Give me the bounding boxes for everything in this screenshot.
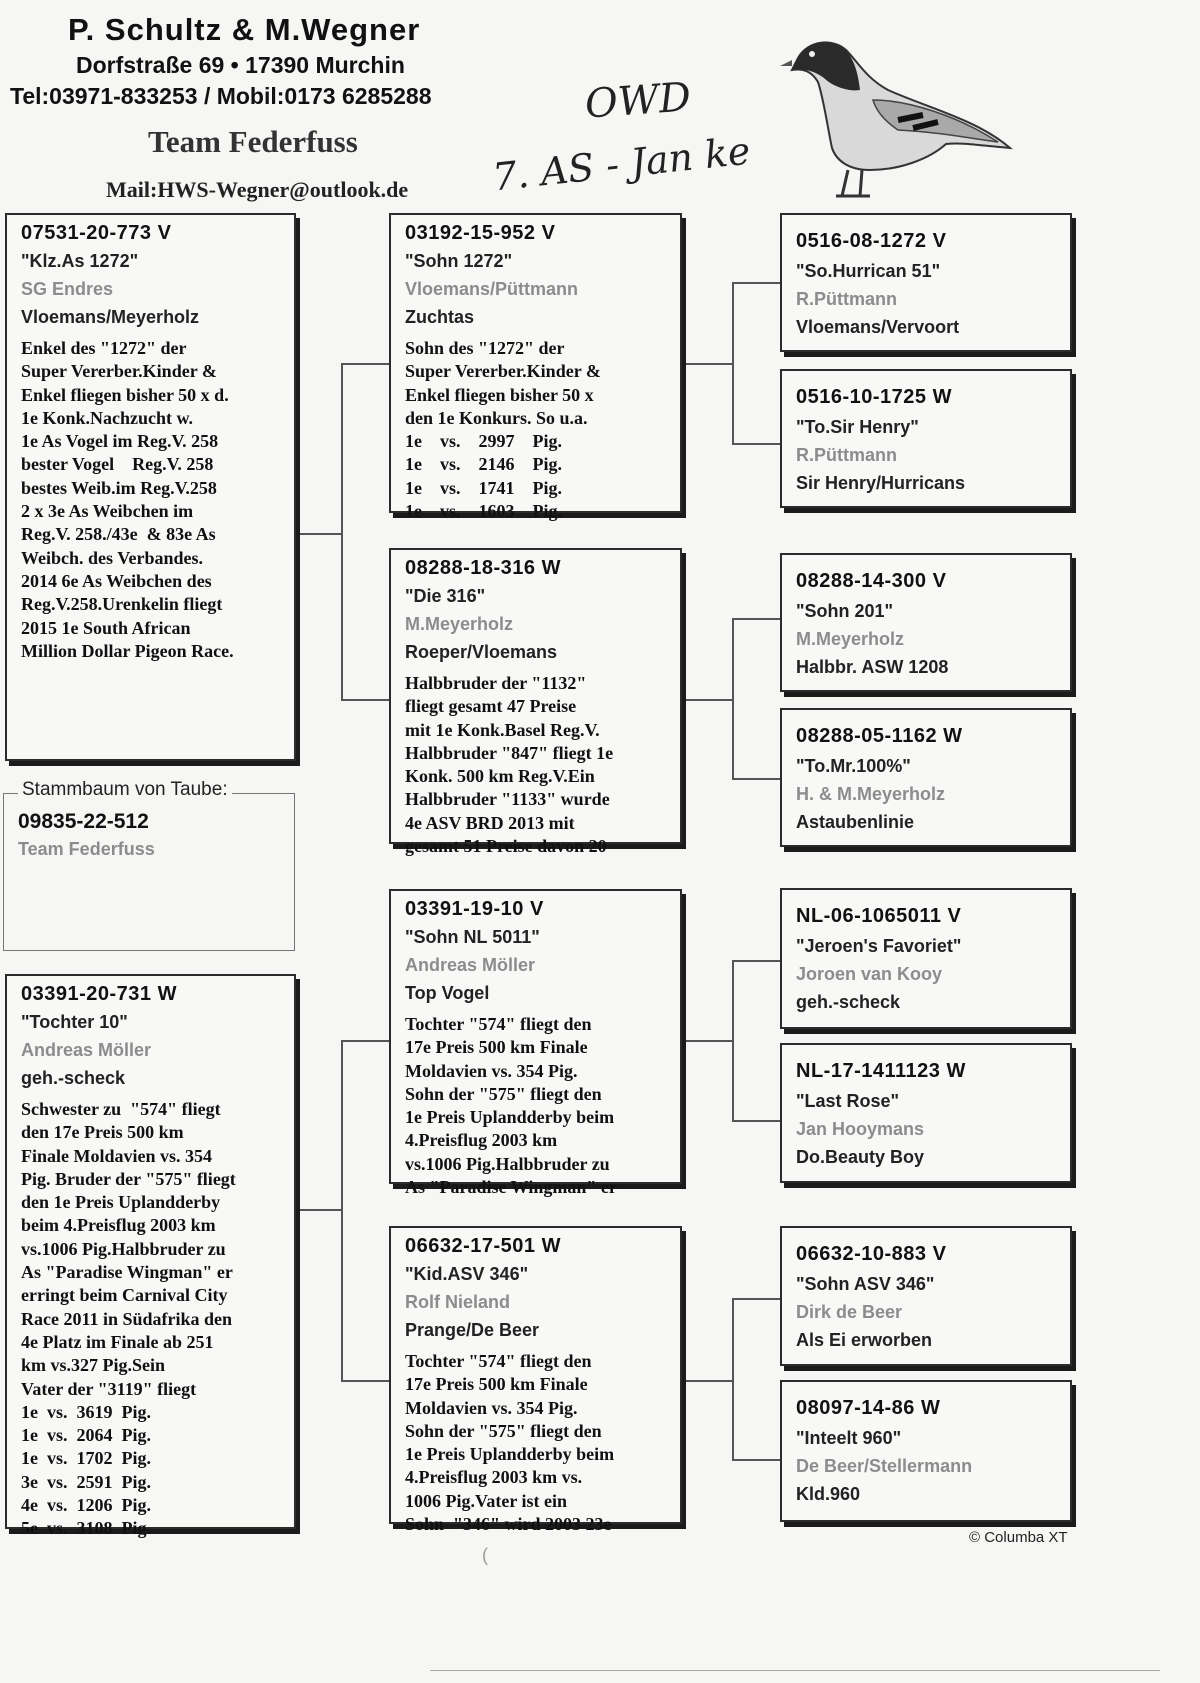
performance-description: Halbbruder der "1132" fliegt gesamt 47 Preise mit 1e Konk.Basel Reg.V. Halbbruder "847" fliegt 1e Konk. 500 km Reg.V.Ein Halbbruder "1133" wurde 4e ASV BRD 2013 mit gesamt 51 Preise davon 20 bbox=[405, 673, 614, 857]
pigeon-icon bbox=[778, 20, 1018, 200]
pigeon-name: "So.Hurrican 51" bbox=[796, 261, 941, 281]
pigeon-name: "To.Sir Henry" bbox=[796, 417, 919, 437]
subject-box bbox=[3, 779, 295, 951]
subject-title: Stammbaum von Taube: bbox=[18, 779, 232, 801]
breeder: Andreas Möller bbox=[21, 1040, 152, 1060]
performance-description: Enkel des "1272" der Super Vererber.Kinder & Enkel fliegen bisher 50 x d. 1e Konk.Nachzucht w. 1e As Vogel im Reg.V. 258 bester Vogel Reg.V. 258 bestes Weib.im Reg.V.258 2 x 3e As Weibchen im Reg.V. 258./43e & 83e As Weibch. des Verbandes. 2014 6e As Weibchen des Reg.V.258.Urenkelin fliegt 2015 1e South African Million Dollar Pigeon Race. bbox=[21, 338, 234, 661]
bloodline: Astaubenlinie bbox=[796, 812, 915, 832]
ring-number: 03391-20-731 W bbox=[21, 983, 177, 1005]
bloodline: Prange/De Beer bbox=[405, 1320, 540, 1340]
great-grandparent-card-6 bbox=[780, 1043, 1072, 1183]
ring-number: 03192-15-952 V bbox=[405, 222, 556, 244]
ring-number: 0516-08-1272 V bbox=[796, 230, 947, 252]
great-grandparent-card-7 bbox=[780, 1226, 1072, 1366]
team-name: Team Federfuss bbox=[148, 124, 358, 159]
bloodline: Vloemans/Meyerholz bbox=[21, 307, 200, 327]
breeder: M.Meyerholz bbox=[405, 614, 514, 634]
phone-numbers: Tel:03971-833253 / Mobil:0173 6285288 bbox=[10, 83, 432, 109]
pigeon-name: "Sohn ASV 346" bbox=[796, 1274, 935, 1294]
performance-description: Sohn des "1272" der Super Vererber.Kinder & Enkel fliegen bisher 50 x den 1e Konkurs. So u.a. 1e vs. 2997 Pig. 1e vs. 2146 Pig. 1e vs. 1741 Pig. 1e vs. 1603 Pig. bbox=[405, 338, 601, 522]
great-grandparent-card-3 bbox=[780, 553, 1072, 692]
breeder: Joroen van Kooy bbox=[796, 964, 943, 984]
bloodline: geh.-scheck bbox=[21, 1068, 126, 1088]
pigeon-name: "Tochter 10" bbox=[21, 1012, 128, 1032]
bloodline: Sir Henry/Hurricans bbox=[796, 473, 966, 493]
ring-number: 08097-14-86 W bbox=[796, 1397, 941, 1419]
ring-number: 06632-10-883 V bbox=[796, 1243, 947, 1265]
bloodline: Als Ei erworben bbox=[796, 1330, 933, 1350]
grandparent-card-mf bbox=[389, 889, 682, 1198]
bloodline: Vloemans/Vervoort bbox=[796, 317, 960, 337]
address: Dorfstraße 69 • 17390 Murchin bbox=[76, 52, 405, 78]
pigeon-name: "Klz.As 1272" bbox=[21, 251, 139, 271]
great-grandparent-card-5 bbox=[780, 888, 1072, 1029]
breeder: Andreas Möller bbox=[405, 955, 536, 975]
ring-number: 07531-20-773 V bbox=[21, 222, 172, 244]
pigeon-name: "Inteelt 960" bbox=[796, 1428, 902, 1448]
performance-description: Schwester zu "574" fliegt den 17e Preis 500 km Finale Moldavien vs. 354 Pig. Bruder der "575" fliegt den 1e Preis Uplandderby beim 4.Preisflug 2003 km vs.1006 Pig.Halbbruder zu As "Paradise Wingman" er erringt beim Carnival City Race 2011 in Südafrika den 4e Platz im Finale ab 251 km vs.327 Pig.Sein Vater der "3119" fliegt 1e vs. 3619 Pig. 1e vs. 2064 Pig. 1e vs. 1702 Pig. 3e vs. 2591 Pig. 4e vs. 1206 Pig. 5e vs. 3108 Pig. bbox=[21, 1099, 236, 1539]
grandparent-card-fm bbox=[389, 548, 682, 857]
performance-description: Tochter "574" fliegt den 17e Preis 500 km Finale Moldavien vs. 354 Pig. Sohn der "575" fliegt den 1e Preis Uplandderby beim 4.Preisflug 2003 km vs. 1006 Pig.Vater ist ein Sohn "346" wird 2003 23e bbox=[405, 1351, 615, 1535]
bottom-divider bbox=[430, 1670, 1160, 1671]
ring-number: NL-17-1411123 W bbox=[796, 1060, 966, 1082]
handwritten-note-1: OWD bbox=[583, 74, 693, 128]
pigeon-name: "To.Mr.100%" bbox=[796, 756, 911, 776]
subject-owner: Team Federfuss bbox=[18, 839, 155, 859]
grandparent-card-ff bbox=[389, 213, 682, 522]
pigeon-name: "Jeroen's Favoriet" bbox=[796, 936, 962, 956]
bloodline: Roeper/Vloemans bbox=[405, 642, 558, 662]
bloodline: Top Vogel bbox=[405, 983, 490, 1003]
copyright: © Columba XT bbox=[969, 1529, 1068, 1546]
pigeon-name: "Kid.ASV 346" bbox=[405, 1264, 529, 1284]
breeder: R.Püttmann bbox=[796, 445, 897, 465]
great-grandparent-card-8 bbox=[780, 1380, 1072, 1522]
great-grandparent-card-4 bbox=[780, 708, 1072, 847]
breeder: De Beer/Stellermann bbox=[796, 1456, 973, 1476]
ring-number: 08288-14-300 V bbox=[796, 570, 947, 592]
ring-number: 0516-10-1725 W bbox=[796, 386, 952, 408]
subject-ring-number: 09835-22-512 bbox=[18, 810, 149, 833]
breeder: Dirk de Beer bbox=[796, 1302, 903, 1322]
breeder: R.Püttmann bbox=[796, 289, 897, 309]
father-card bbox=[5, 213, 296, 761]
breeder: M.Meyerholz bbox=[796, 629, 905, 649]
breeder: Jan Hooymans bbox=[796, 1119, 925, 1139]
bloodline: geh.-scheck bbox=[796, 992, 901, 1012]
pigeon-name: "Sohn 201" bbox=[796, 601, 894, 621]
ring-number: NL-06-1065011 V bbox=[796, 905, 962, 927]
stray-mark: ( bbox=[482, 1545, 488, 1565]
pigeon-name: "Sohn NL 5011" bbox=[405, 927, 540, 947]
bloodline: Kld.960 bbox=[796, 1484, 861, 1504]
pigeon-name: "Die 316" bbox=[405, 586, 486, 606]
ring-number: 06632-17-501 W bbox=[405, 1235, 561, 1257]
pigeon-name: "Sohn 1272" bbox=[405, 251, 513, 271]
bloodline: Do.Beauty Boy bbox=[796, 1147, 925, 1167]
great-grandparent-card-2 bbox=[780, 369, 1072, 508]
ring-number: 08288-05-1162 W bbox=[796, 725, 963, 747]
performance-description: Tochter "574" fliegt den 17e Preis 500 km Finale Moldavien vs. 354 Pig. Sohn der "575" fliegt den 1e Preis Uplandderby beim 4.Preisflug 2003 km vs.1006 Pig.Halbbruder zu As "Paradise Wingman" er bbox=[405, 1014, 617, 1198]
grandparent-card-mm bbox=[389, 1226, 682, 1535]
handwritten-note-2: 7. AS - Jan ke bbox=[490, 128, 753, 200]
breeder: H. & M.Meyerholz bbox=[796, 784, 946, 804]
breeder: Vloemans/Püttmann bbox=[405, 279, 579, 299]
ring-number: 08288-18-316 W bbox=[405, 557, 561, 579]
email: Mail:HWS-Wegner@outlook.de bbox=[106, 177, 409, 202]
ring-number: 03391-19-10 V bbox=[405, 898, 544, 920]
breeder: SG Endres bbox=[21, 279, 114, 299]
breeder: Rolf Nieland bbox=[405, 1292, 511, 1312]
pigeon-name: "Last Rose" bbox=[796, 1091, 900, 1111]
breeder-names: P. Schultz & M.Wegner bbox=[68, 12, 421, 47]
bloodline: Zuchtas bbox=[405, 307, 475, 327]
mother-card bbox=[5, 974, 296, 1539]
great-grandparent-card-1 bbox=[780, 213, 1072, 352]
bloodline: Halbbr. ASW 1208 bbox=[796, 657, 949, 677]
